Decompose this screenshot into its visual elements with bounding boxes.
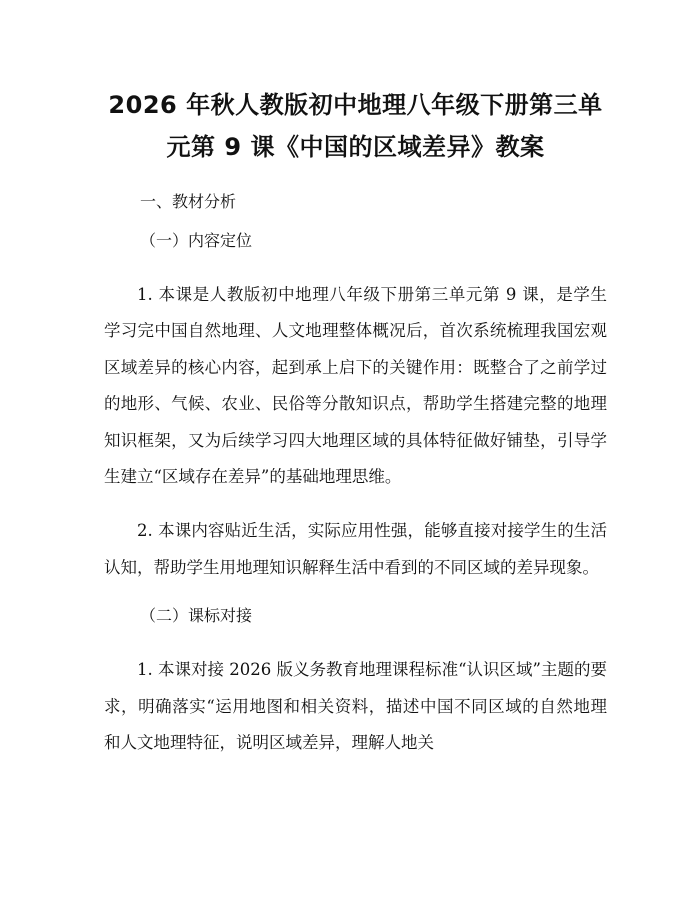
paragraph-content-positioning-1: 1. 本课是人教版初中地理八年级下册第三单元第 9 课，是学生学习完中国自然地理、人文地理整体概况后，首次系统梳理我国宏观区域差异的核心内容，起到承上启下的关键作用：既整合了之前学过的地形、气候、农业、民俗等分散知识点，帮助学生搭建完整的地理知识框架，又为后续学习四大地理区域的具体特征做好铺垫，引导学生建立“区域存在差异”的基础地理思维。 xyxy=(104,285,607,487)
title-line-1: 2026 年秋人教版初中地理八年级下册第三单 xyxy=(108,91,603,119)
document-title xyxy=(104,84,607,168)
paragraph-content-positioning-2: 2. 本课内容贴近生活，实际应用性强，能够直接对接学生的生活认知，帮助学生用地理知识解释生活中看到的不同区域的差异现象。 xyxy=(104,521,607,577)
subsection-heading-curriculum-alignment: （二）课标对接 xyxy=(140,606,253,626)
paragraph-curriculum-alignment-1: 1. 本课对接 2026 版义务教育地理课程标准“认识区域”主题的要求，明确落实“运用地图和相关资料，描述中国不同区域的自然地理和人文地理特征，说明区域差异，理解人地关 xyxy=(104,660,607,753)
title-line-2: 元第 9 课《中国的区域差异》教案 xyxy=(166,133,545,161)
subsection-heading-content-positioning: （一）内容定位 xyxy=(140,231,253,250)
section-heading-teaching-material-analysis: 一、教材分析 xyxy=(140,192,237,211)
